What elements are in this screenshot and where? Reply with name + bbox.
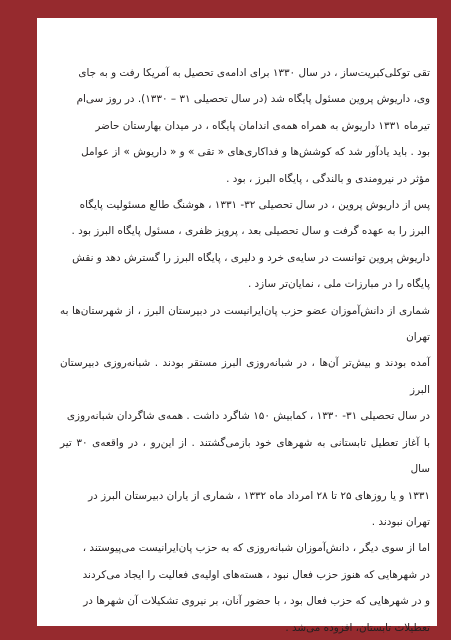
text-line: البرز را به عهده گرفت و سال تحصیلی بعد ، پرویز ظفری ، مسئول پایگاه البرز بود .: [71, 225, 430, 238]
text-line: اما از سوی دیگر ، دانش‌آموزان شبانه‌روزی که به حزب پان‌ایرانیست می‌پیوستند ،: [82, 542, 430, 555]
paragraph-2: [60, 192, 430, 298]
text-line: و در شهرهایی که حزب فعال بود ، با حضور آنان، بر نیروی تشکیلات آن شهرها در: [83, 595, 430, 608]
text-line: وی، داریوش پروین مسئول پایگاه شد (در سال تحصیلی ۳۱ – ۱۳۳۰). در روز سی‌ام: [76, 93, 430, 106]
paragraph-4: [60, 535, 430, 640]
text-line: تهران نبودند .: [371, 515, 430, 528]
right-frame-band: [437, 0, 451, 640]
text-line: با آغاز تعطیل تابستانی به شهرهای خود بازمی‌گشتند . از این‌رو ، در واقعه‌ی ۳۰ تیر سال: [60, 436, 430, 476]
body-text: [60, 60, 430, 640]
text-line: در شهرهایی که هنوز حزب فعال نبود ، هسته‌های اولیه‌ی فعالیت را ایجاد می‌کردند: [82, 568, 430, 581]
text-line: بود . باید یادآور شد که کوشش‌ها و فداکاری‌های « تقی » و « داریوش » از عوامل: [81, 146, 430, 159]
text-line: ۱۳۳۱ و یا روزهای ۲۵ تا ۲۸ امرداد ماه ۱۳۳۲ ، شماری از یاران دبیرستان البرز در: [88, 489, 430, 502]
text-line: شماری از دانش‌آموزان عضو حزب پان‌ایرانیست در دبیرستان البرز ، از شهرستان‌ها به تهران: [60, 304, 430, 344]
text-line: در سال تحصیلی ۳۱- ۱۳۳۰ ، کمابیش ۱۵۰ شاگرد داشت . همه‌ی شاگردان شبانه‌روزی: [66, 410, 430, 423]
text-line: پس از داریوش پروین ، در سال تحصیلی ۳۲- ۱۳۳۱ ، هوشنگ طالع مسئولیت پایگاه: [79, 199, 430, 212]
text-line: آمده بودند و بیش‌تر آن‌ها ، در شبانه‌روزی البرز مستقر بودند . شبانه‌روزی دبیرستان البرز: [60, 357, 430, 396]
text-line: داریوش پروین توانست در سایه‌ی خرد و دلیری ، پایگاه البرز را گسترش دهد و نقش: [72, 251, 430, 264]
left-frame-band: [0, 0, 37, 640]
text-line: تعطیلات تابستان، افزوده می‌شد .: [285, 621, 430, 634]
text-line: مؤثر در نیرومندی و بالندگی ، پایگاه البرز ، بود .: [226, 172, 430, 185]
text-line: تقی توکلی‌کبریت‌ساز ، در سال ۱۳۳۰ برای ادامه‌ی تحصیل به آمریکا رفت و به جای: [78, 67, 430, 79]
text-line: پایگاه را در مبارزات ملی ، نمایان‌تر سازد .: [247, 278, 430, 291]
text-line: تیرماه ۱۳۳۱ داریوش به همراه همه‌ی اندامان پایگاه ، در میدان بهارستان حاضر: [95, 119, 430, 132]
paragraph-3: [60, 298, 430, 536]
paragraph-1: [60, 60, 430, 192]
top-frame-band: [0, 0, 451, 18]
